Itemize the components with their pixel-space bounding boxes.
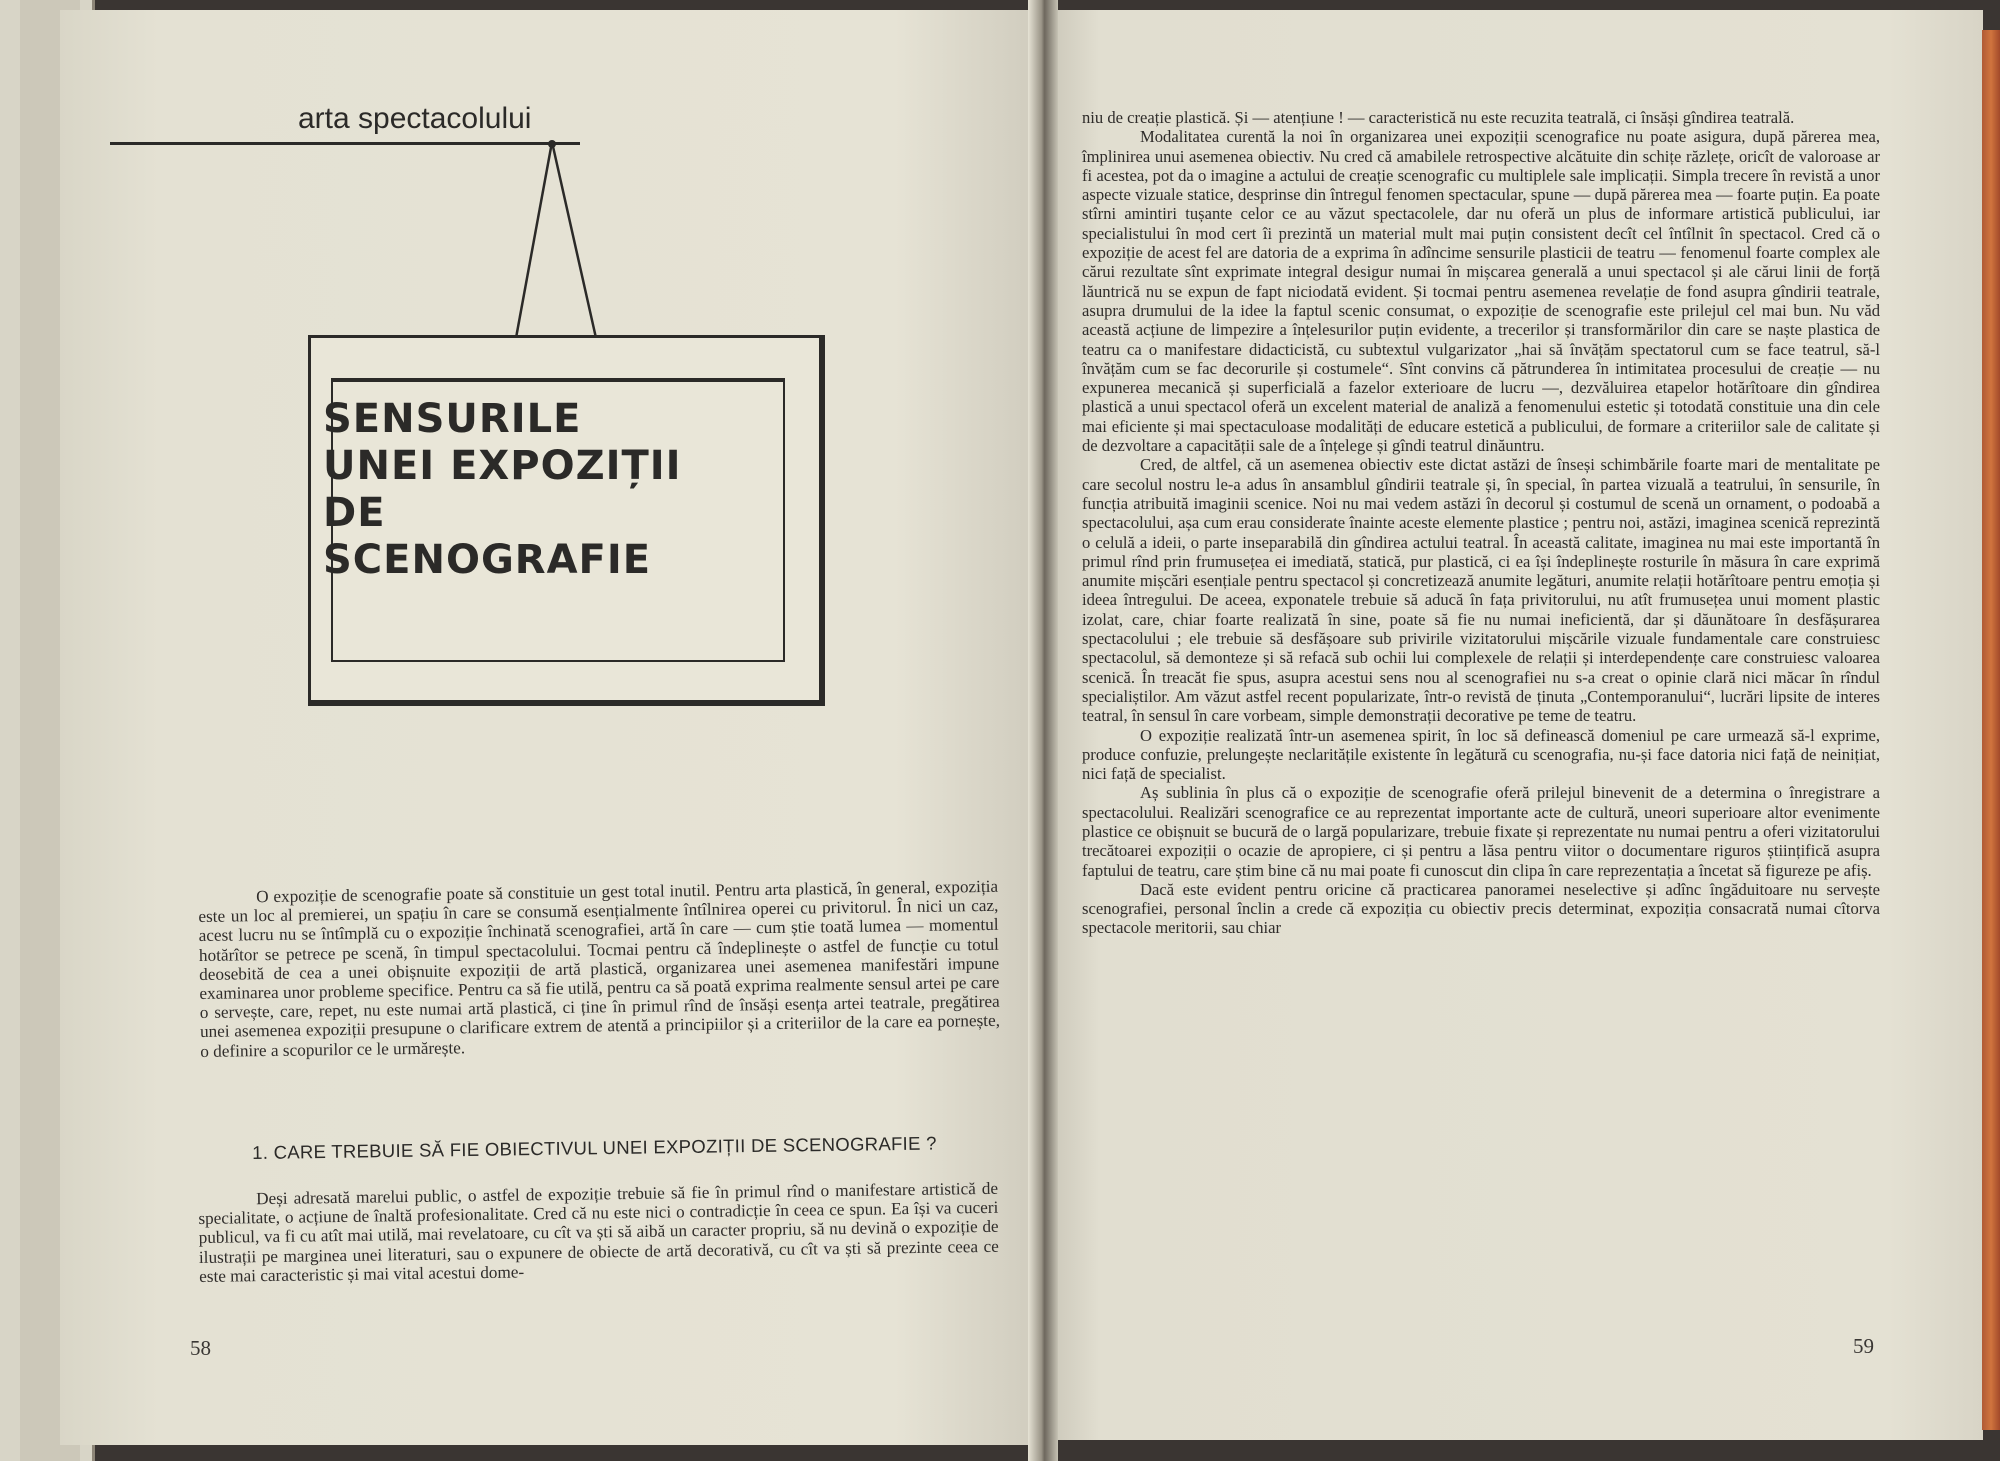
right-page-text bbox=[1082, 108, 1880, 938]
title-line-3: DE bbox=[323, 490, 386, 536]
right-paragraph: O expoziție realizată într-un asemenea spirit, în loc să definească domeniul pe care urmează să-l exprime, produce confuzie, prelungește neclaritățile existente în legătură cu scenografia, nu-și face datoria nici față de neinițiat, nici față de specialist. bbox=[1082, 725, 1880, 784]
intro-paragraph: O expoziție de scenografie poate să constituie un gest total inutil. Pentru arta plastică, în general, expoziția este un loc al premierei, un spațiu în care se consumă esențialmente întîlnirea operei cu privitorul. În nici un caz, acest lucru nu se întîmplă cu o expoziție închinată scenografiei, artă în care — cum știe toată lumea — momentul hotărîtor se petrece pe scenă, în timpul spectacolului. Tocmai pentru că îndeplinește o astfel de funcție cu totul deosebită de cea a unei obișnuite expoziții de artă plastică, organizarea unei asemenea manifestări impune examinarea unor probleme specifice. Pentru ca să fie utilă, pentru ca să poată exprima realmente sensul artei pe care o servește, care, repet, nu este numai artă plastică, ci ține în primul rînd de însăși esența artei teatrale, pregătirea unei asemenea expoziții presupune o clarificare extrem de atentă a principiilor și a criteriilor de la care ea pornește, o definire a scopurilor ce le urmărește. bbox=[198, 876, 1001, 1061]
sign-hanger-illustration bbox=[510, 140, 610, 340]
section-heading-1: 1. CARE TREBUIE SĂ FIE OBIECTIVUL UNEI EXPOZIȚII DE SCENOGRAFIE ? bbox=[252, 1132, 937, 1163]
right-paragraph: niu de creație plastică. Și — atențiune ! — caracteristică nu este recuzita teatrală, ci însăși gîndirea teatrală. bbox=[1082, 108, 1795, 127]
section1-paragraph: Deși adresată marelui public, o astfel de expoziție trebuie să fie în primul rînd o manifestare artistică de specialitate, o acțiune de înaltă profesionalitate. Cred că nu este nici o contradicție în ceea ce spun. Ea își va cuceri publicul, va fi cu atît mai utilă, mai revelatoare, cu cît va ști să aibă un caracter propriu, să nu devină o expoziție de ilustrații pe marginea unei literaturi, sau o expunere de obiecte de artă decorativă, cu cît va ști să prezinte ceea ce este mai caracteristic și mai vital acestui dome- bbox=[198, 1178, 999, 1286]
right-paragraph: Aș sublinia în plus că o expoziție de scenografie oferă prilejul binevenit de a determina o înregistrare a spectacolului. Realizări scenografice ce au reprezentat importante acte de cultură, uneori superioare altor evenimente plastice ce obișnuit se bucură de o largă popularizare, trebuie fixate și reprezentate nu numai pentru a oferi vizitatorului trecătoarei expoziții o ocazie de apropiere, ci și pentru a lăsa pentru viitor o documentare riguros științifică asupra faptului de teatru, care știm bine că nu mai poate fi cunoscut din clipa în care reprezentația a încetat să figureze pe afiș. bbox=[1082, 783, 1880, 880]
title-line-4: SCENOGRAFIE bbox=[323, 537, 652, 583]
intro-text bbox=[198, 877, 1000, 1061]
right-paragraph: Modalitatea curentă la noi în organizarea unei expoziții scenografice nu poate asigura, după părerea mea, împlinirea unui asemenea obiectiv. Nu cred că amabilele retrospective alcătuite din schițe răzlețe, oricît de valoroase ar fi acestea, pot da o imagine a actului de creație scenografic cu multiplele sale implicații. Simpla trecere în revistă a unor aspecte vizuale statice, desprinse din întregul fenomen spectacular, spune — după părerea mea — foarte puțin. Ea poate stîrni amintiri tușante celor ce au văzut spectacolele, dar nu oferă un plus de informare artistică publicului, iar specialistului în mod cert îi prezintă un material mult mai puțin consistent decît cel întîlnit în spectacol. Cred că o expoziție de acest fel are datoria de a exprima în adîncime sensurile plasticii de teatru — fenomenul foarte complex ale cărui rezultate sînt exprimate integral desigur numai în mișcarea generală a unui spectacol și ale cărui linii de forță lăuntrică nu se expun de fapt niciodată evident. Și tocmai pentru asemenea revelație de fond asupra gîndirii teatrale, asupra drumului de la idee la faptul scenic consumat, o expoziție de scenografie este prilejul cel mai bun. Nu văd această acțiune de limpezire a înțelesurilor puțin evidente, a trecerilor și transformărilor din care se naște plastica de teatru ca o manifestare didacticistă, cu subtextul vulgarizator „hai să învățăm spectatorul cum se face teatrul, să-l învățăm cum se fac decorurile și costumele“. Sînt convins că pătrunderea în intimitatea procesului de creație — nu expunerea mecanică și superficială a fazelor exterioare de lucru —, dezvăluirea etapelor hotărîtoare din gîndirea plastică a unui spectacol oferă un excelent material de analiză a fenomenului estetic și totodată constituie una din cele mai eficiente și mai spectaculoase modalități de educare estetică a publicului, de formare a criteriilor sale de calitate și de dezvoltare a capacității sale de a înțelege și gîndi teatrul dinăuntru. bbox=[1082, 127, 1880, 456]
book-gutter bbox=[1028, 0, 1058, 1461]
title-line-1: SENSURILE bbox=[323, 396, 582, 442]
title-line-2: UNEI EXPOZIȚII bbox=[323, 443, 682, 489]
right-cover-edge bbox=[1982, 30, 2000, 1430]
page-number-left: 58 bbox=[190, 1336, 211, 1360]
title-sign-frame bbox=[308, 335, 825, 706]
section1-text bbox=[198, 1179, 999, 1286]
article-title bbox=[323, 396, 682, 584]
right-paragraph: Cred, de altfel, că un asemenea obiectiv este dictat astăzi de înseși schimbările foarte mari de mentalitate pe care secolul nostru le-a adus în ansamblul gîndirii teatrale și, în special, în partea vizuală a teatrului, în sensurile, în funcția atribuită imaginii scenice. Noi nu mai vedem astăzi în decorul și costumul de scenă un ornament, o podoabă a spectacolului, așa cum erau considerate înainte aceste elemente plastice ; pentru noi, astăzi, imaginea scenică reprezintă o celulă a ideii, o parte inseparabilă din gîndirea actului teatral. În această calitate, imaginea nu mai este importantă în primul rînd prin frumusețea ei imediată, statică, pur plastică, ci ea își îndeplinește rosturile în măsura în care exprimă anumite mișcări esențiale pentru spectacol și concretizează anumite legături, anumite relații hotărîtoare pentru emoția și ideea întregului. De aceea, exponatele trebuie să aducă în fața privitorului, nu atît frumusețea unui moment plastic izolat, care, chiar foarte realizată în sine, poate să fie nu numai ineficientă, dar și dăunătoare în desfășurarea spectacolului ; ele trebuie să desfășoare sub privirile vizitatorului mișcările vizuale fundamentale care construiesc spectacolul, să demonteze și să refacă sub ochii lui complexele de relații și interdependențe care construiesc valoarea scenică. În treacăt fie spus, asupra acestui sens nou al scenografiei nu s-a creat o opinie clară nici măcar în rîndul specialiștilor. Am văzut astfel recent popularizate, într-o revistă de ținuta „Contemporanului“, lucrări lipsite de interes teatral, în sensul în care vorbeam, simple demonstrații decorative pe teme de teatru. bbox=[1082, 455, 1880, 726]
right-paragraph: Dacă este evident pentru oricine că practicarea panoramei neselective și adînc îngăduitoare nu servește scenografiei, personal înclin a crede că expoziția cu obiectiv precis determinat, expoziția consacrată numai cîtorva spectacole meritorii, sau chiar bbox=[1082, 879, 1880, 938]
page-number-right: 59 bbox=[1853, 1334, 1874, 1358]
section-label: arta spectacolului bbox=[298, 102, 532, 135]
